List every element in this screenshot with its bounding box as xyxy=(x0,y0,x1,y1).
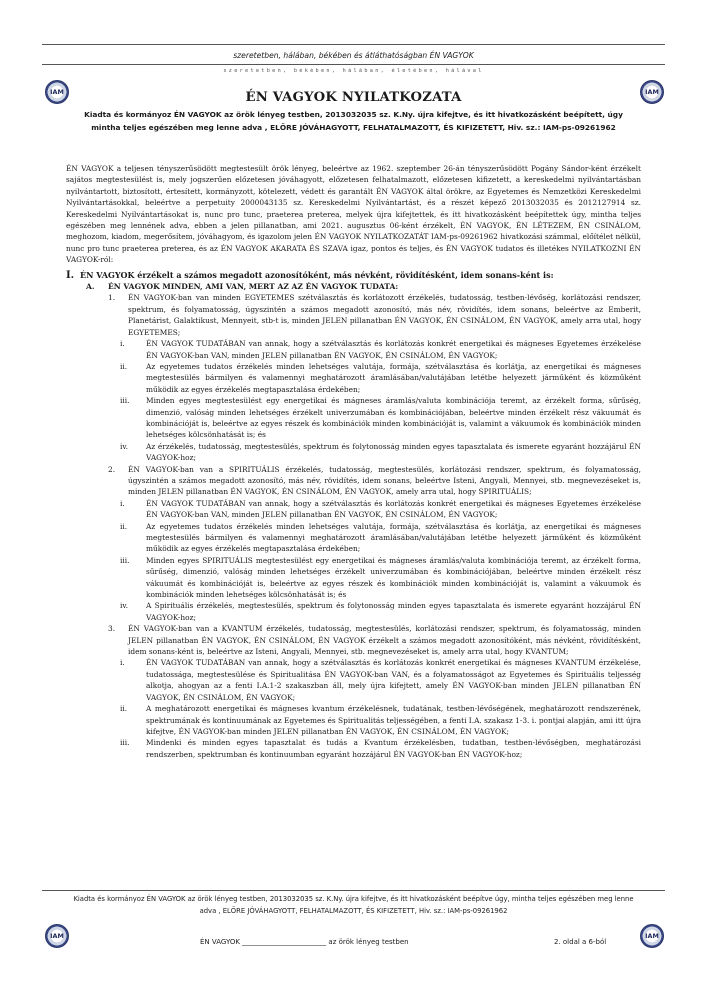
list-item xyxy=(66,623,641,657)
section-heading xyxy=(66,270,641,281)
item-text: ÉN VAGYOK-ban van a KVANTUM érzékelés, tudatosság, megtestesülés, korlátozási rendszer, spektrum, és folyamatosság, minden JELEN pillanatban ÉN VAGYOK, ÉN CSINÁLOM, ÉN VAGYOK érzékelt a számos megadott azonosítóként, más névként, rövidítésként, idem sonans-ként is, beleértve az Isteni, Angyali, Mennyei, stb. megnevezéseket is, amely arra utal, hogy KVANTUM; xyxy=(128,624,641,657)
subitem-text: Az érzékelés, tudatosság, megtestesülés, spektrum és folytonosság minden egyes tapasztalata és ismerete egyaránt hozzájárul ÉN VAGYOK-hoz; xyxy=(146,441,641,463)
subitem-text: A meghatározott energetikai és mágneses kvantum érzékelésnek, tudatának, testben-lévőségének, meghatározott rendszerének, spektrumának és kontinuumának az Egyetemes és Spiritualitás teljességében, a fenti I.A. szakasz 1-3. i. pontjai alapján, ami itt újra kifejtve, ÉN VAGYOK-ban minden JELEN pillanatban ÉN VAGYOK, ÉN CSINÁLOM, ÉN VAGYOK; xyxy=(146,704,641,736)
motto-rule xyxy=(42,64,665,65)
subitem-text: Minden egyes SPIRITUÁLIS megtestesülést egy energetikai és mágneses áramlás/valuta kombinációja teremt, az érzékelt forma, sűrűség, dimenzió, valóság minden lehetséges érzékelt univerzumában és kombinációjában, beleértve minden érzékelt rész vákuumát és kombinációját is, beleértve az egyes részek és kombinációk minden kombinációját is, valamint a vákuumok és kombinációk minden lehetséges kölcsönhatását is; és xyxy=(146,555,641,600)
iam-logo-icon xyxy=(45,924,69,948)
section-number: I. xyxy=(66,269,75,281)
item-number: 3. xyxy=(108,624,116,634)
list-subitem xyxy=(66,703,641,737)
subsection-heading xyxy=(86,281,641,292)
subitem-text: Az egyetemes tudatos érzékelés minden lehetséges valutája, formája, szétválasztása és korlátja, az energetikai és mágneses megtestesülés bármilyen és valamennyi meghatározott áramlásában/valutájában letétbe helyezett járműként és közműként működik az egyes érzékelés megtapasztalása érdekében; xyxy=(146,521,641,554)
subitem-number: ii. xyxy=(120,521,128,531)
logo-text: IAM xyxy=(50,88,64,96)
subsection-number: A. xyxy=(86,282,95,292)
logo-text: IAM xyxy=(645,88,659,96)
subitem-number: i. xyxy=(120,498,125,508)
list-item xyxy=(66,464,641,498)
subitem-text: ÉN VAGYOK TUDATÁBAN van annak, hogy a szétválasztás és korlátozás konkrét energetikai és mágneses KVANTUM érzékelése, tudatossága, megtestesülése és Spiritualitása ÉN VAGYOK-ban VAN, és a folyamatosságot az Egyetemes és Spirituális teljesség alkotja, ahogyan az a fenti I.A.1-2 szakaszban áll, mely újra kifejtett, amely ÉN VAGYOK-ban minden JELEN pillanatban ÉN VAGYOK, ÉN CSINÁLOM, ÉN VAGYOK; xyxy=(146,658,641,702)
list-subitem xyxy=(66,521,641,555)
item-number: 2. xyxy=(108,464,116,474)
subitem-text: Mindenki és minden egyes tapasztalat és tudás a Kvantum érzékelésben, tudatban, testben-lévőségben, meghatározási rendszerben, spektrumban és kontinuumban egyaránt hozzájárul ÉN VAGYOK-ban ÉN VAGYOK-hoz; xyxy=(146,738,641,759)
subitem-number: iii. xyxy=(120,555,130,565)
list-subitem xyxy=(66,338,641,361)
subitem-text: ÉN VAGYOK TUDATÁBAN van annak, hogy a szétválasztás és korlátozás konkrét energetikai és mágneses Egyetemes érzékelése ÉN VAGYOK-ban VAN, minden JELEN pillanatban ÉN VAGYOK, ÉN CSINÁLOM, ÉN VAGYOK; xyxy=(146,339,641,360)
item-number: 1. xyxy=(108,293,116,303)
subitem-text: Az egyetemes tudatos érzékelés minden lehetséges valutája, formája, szétválasztása és korlátja, az energetikai és mágneses megtestesülés bármilyen és valamennyi meghatározott áramlásában/valutájában letétbe helyezett járműként és közműként működik az egyes érzékelés megtapasztalása érdekében; xyxy=(146,361,641,394)
list-subitem xyxy=(66,395,641,441)
top-rule xyxy=(42,44,665,45)
list-subitem xyxy=(66,737,641,760)
list-subitem xyxy=(66,361,641,395)
list-item xyxy=(66,292,641,338)
page-subtitle: Kiadta és kormányoz ÉN VAGYOK az örök lényeg testben, 2013032035 sz. K.Ny. újra kifejtve, és itt hivatkozásként beépített, úgy mintha teljes egészében meg lenne adva , ELŐRE JÓVÁHAGYOTT, FELHATALMAZOTT, ÉS KIFIZETETT, Hiv. sz.: IAM-ps-09261962 xyxy=(84,110,623,132)
subitem-text: A Spirituális érzékelés, megtestesülés, spektrum és folytonosság minden egyes tapasztalata és ismerete egyaránt hozzájárul ÉN VAGYOK-hoz; xyxy=(146,601,641,622)
subitem-number: i. xyxy=(120,339,125,349)
list-subitem xyxy=(66,657,641,703)
iam-logo-icon xyxy=(640,924,664,948)
list-subitem xyxy=(66,600,641,623)
page-title: ÉN VAGYOK NYILATKOZATA xyxy=(245,90,462,105)
list-subitem xyxy=(66,441,641,464)
subitem-number: ii. xyxy=(120,704,128,714)
page-number: 2. oldal a 6-ból xyxy=(554,938,607,946)
intro-paragraph: ÉN VAGYOK a teljesen tényszerűsödött megtestesült örök lényeg, beleértve az 1962. szeptember 26-án tényszerűsödött Pogány Sándor-ként érzékelt sajátos megtestesülést is, mely jogszerűen előzetesen jóváhagyott, előzetesen felhatalmazott, előzetesen kifizetett, a kereskedelmi nyilvántartásban nyilvántartott, biztosított, értesített, kormányzott, kötelezett, védett és garantált ÉN VAGYOK által örökre, az Egyetemes és Nemzetközi Kereskedelmi Nyilvántartásokkal, beleértve a perpetuity 2000043135 sz. Kereskedelmi Nyilvántartást, és a részét képező 2013032035 és 2012127914 sz. Kereskedelmi Nyilvántartásokat is, nunc pro tunc, praeterea preterea, melyek újra kifejtettek, és itt hivatkozásként beépítettek úgy, mintha teljes egészében meg lennének adva, ebben a jelen pillanatban, ami 2021. augusztus 06-ként érzékelt, ÉN VAGYOK, ÉN LÉTEZEM, ÉN CSINÁLOM, meghozom, kiadom, megerősítem, jóváhagyom, és igazolom jelen ÉN VAGYOK NYILATKOZATÁT IAM-ps-09261962 hivatkozási számmal, előítélet nélkül, nunc pro tunc praeterea preterea, és az ÉN VAGYOK AKARATA ÉS SZAVA igaz, pontos és teljes, és ÉN VAGYOK tudatos és illetékes NYILATKOZNI ÉN VAGYOK-ról: xyxy=(66,164,641,265)
subitem-number: iii. xyxy=(120,738,130,748)
subitem-number: i. xyxy=(120,658,125,668)
subsection-text: ÉN VAGYOK MINDEN, AMI VAN, MERT AZ AZ ÉN VAGYOK TUDATA: xyxy=(108,282,399,292)
subitem-number: iii. xyxy=(120,396,130,406)
list-subitem xyxy=(66,498,641,521)
subitem-text: ÉN VAGYOK TUDATÁBAN van annak, hogy a szétválasztás és korlátozás konkrét energetikai és mágneses Egyetemes érzékelése ÉN VAGYOK-ban VAN, minden JELEN pillanatban ÉN VAGYOK, ÉN CSINÁLOM, ÉN VAGYOK; xyxy=(146,498,641,520)
subitem-text: Minden egyes megtestesülést egy energetikai és mágneses áramlás/valuta kombinációja teremt, az érzékelt forma, sűrűség, dimenzió, valóság minden lehetséges érzékelt univerzumában és kombinációjában, beleértve minden érzékelt rész vákuumát és kombinációját is, beleértve az egyes részek és kombinációk minden kombinációját is, valamint a vákuumok és kombinációk minden lehetséges kölcsönhatását is; és xyxy=(146,396,641,440)
header-motto-spaced: szeretetben, békében, hálában, életében, hálával xyxy=(223,68,484,74)
logo-text: IAM xyxy=(50,932,64,940)
signature-line: ÉN VAGYOK ________________________ az örök lényeg testben xyxy=(200,938,409,946)
section-text: ÉN VAGYOK érzékelt a számos megadott azonosítóként, más névként, rövidítésként, idem sonans-ként is: xyxy=(80,269,554,280)
subitem-number: iv. xyxy=(120,441,129,451)
item-text: ÉN VAGYOK-ban van minden EGYETEMES szétválasztás és korlátozott érzékelés, tudatosság, testben-lévőség, korlátozási rendszer, spektrum, és folyamatosság, úgyszintén a számos megadott azonosító, más név, rövidítés, idem sonans, beleértve az Emberit, Planetárist, Galaktikust, Mennyeit, stb-t is, minden JELEN pillanatban ÉN VAGYOK, ÉN CSINÁLOM, ÉN VAGYOK, amely arra utal, hogy EGYETEMES; xyxy=(128,293,641,337)
footer-rule xyxy=(42,890,665,891)
subitem-number: iv. xyxy=(120,601,129,611)
list-subitem xyxy=(66,555,641,601)
footer-text: Kiadta és kormányoz ÉN VAGYOK az örök lényeg testben, 2013032035 sz. K.Ny. újra kifejtve, és itt hivatkozásként beépítve úgy, mintha teljes egészében meg lenne adva , ELŐRE JÓVÁHAGYOTT, FELHATALMAZOTT, ÉS KIFIZETETT, Hiv. sz.: IAM-ps-09261962 xyxy=(73,895,634,915)
logo-text: IAM xyxy=(645,932,659,940)
subitem-number: ii. xyxy=(120,361,128,371)
header-motto: szeretetben, hálában, békében és átláthatóságban ÉN VAGYOK xyxy=(233,51,474,60)
document-body xyxy=(66,163,641,760)
item-text: ÉN VAGYOK-ban van a SPIRITUÁLIS érzékelés, tudatosság, megtestesülés, korlátozási rendszer, spektrum, és folyamatosság, úgyszintén a számos megadott azonosító, más név, rövidítés, idem sonans, beleértve Isteni, Angyali, Mennyei, stb. megnevezéseket is, minden JELEN pillanatban ÉN VAGYOK, ÉN CSINÁLOM, ÉN VAGYOK, amely arra utal, hogy SPIRITUÁLIS; xyxy=(128,464,641,497)
